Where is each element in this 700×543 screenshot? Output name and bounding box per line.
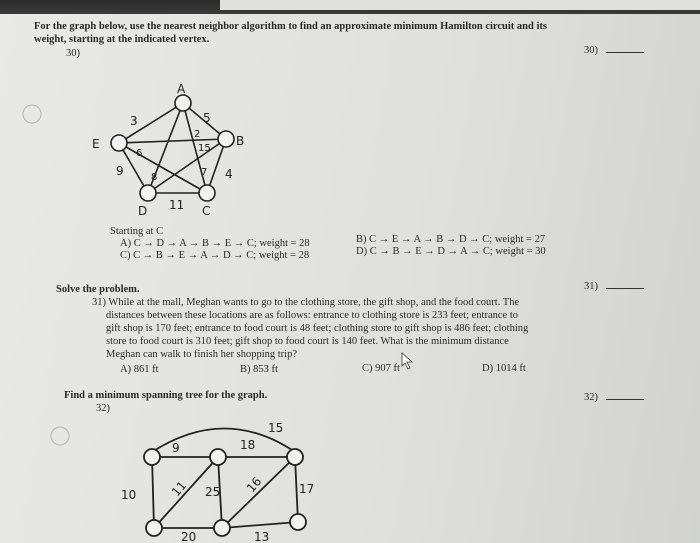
edge-E-A bbox=[119, 103, 183, 143]
weight-17: 17 bbox=[299, 482, 315, 496]
q32-heading: Find a minimum spanning tree for the graph. bbox=[64, 390, 268, 401]
weight-E-A: 3 bbox=[130, 114, 138, 128]
vertex bbox=[210, 449, 226, 465]
weight-A-B: 5 bbox=[203, 111, 211, 125]
edge-17 bbox=[295, 457, 298, 522]
q30-instruction-line1: For the graph below, use the nearest neighbor algorithm to find an approximate minimum Hamilton circuit and its bbox=[34, 21, 547, 32]
vertex bbox=[146, 520, 162, 536]
weight-E-C: 6 bbox=[136, 148, 143, 159]
q32-answer-slot[interactable] bbox=[584, 392, 644, 404]
vertex-B bbox=[218, 131, 234, 147]
vertex bbox=[144, 449, 160, 465]
vertex-label-C: C bbox=[202, 204, 211, 218]
q31-line: Meghan can walk to finish her shopping trip? bbox=[106, 349, 297, 360]
vertex bbox=[287, 449, 303, 465]
edge-16 bbox=[222, 457, 295, 528]
q32-number: 32) bbox=[96, 403, 110, 414]
q31-line: store to food court is 310 feet; gift shop to food court is 140 feet. What is the minimum distance bbox=[106, 336, 509, 347]
weight-A-C: 7 bbox=[201, 167, 208, 178]
q31-line: distances between these locations are as follows: entrance to clothing store is 233 feet; entrance to bbox=[106, 310, 518, 321]
q30-instruction-line2: weight, starting at the indicated vertex. bbox=[34, 34, 210, 45]
vertex-E bbox=[111, 135, 127, 151]
q31-answer-slot[interactable] bbox=[584, 281, 644, 293]
q31-line: gift shop is 170 feet; entrance to food court is 48 feet; clothing store to gift shop is 486 feet; clothing bbox=[106, 323, 529, 334]
q31-line: 31) While at the mall, Meghan wants to go to the clothing store, the gift shop, and the food court. The bbox=[92, 297, 520, 308]
edge-10 bbox=[152, 457, 154, 528]
vertex bbox=[290, 514, 306, 530]
answer-blank[interactable] bbox=[606, 288, 644, 289]
vertex-A bbox=[175, 95, 191, 111]
weight-18: 18 bbox=[240, 438, 256, 452]
pencil-circle-mark bbox=[51, 427, 69, 445]
vertex bbox=[214, 520, 230, 536]
q30-option-b[interactable]: B) C → E → A → B → D → C; weight = 27 bbox=[356, 234, 546, 245]
vertex-C bbox=[199, 185, 215, 201]
weight-11: 11 bbox=[168, 478, 190, 500]
weight-9: 9 bbox=[172, 441, 180, 455]
answer-blank[interactable] bbox=[606, 399, 644, 400]
q32-answer-number: 32) bbox=[584, 392, 598, 403]
q30-option-d[interactable]: D) C → B → E → D → A → C; weight = 30 bbox=[356, 246, 546, 257]
pencil-circle-mark bbox=[23, 105, 41, 123]
q30-start: Starting at C bbox=[110, 226, 164, 237]
q31-option-a[interactable]: A) 861 ft bbox=[120, 364, 159, 375]
weight-A-D: 8 bbox=[151, 172, 158, 183]
weight-15: 15 bbox=[268, 421, 284, 435]
q31-option-d[interactable]: D) 1014 ft bbox=[482, 363, 526, 374]
vertex-label-E: E bbox=[92, 137, 100, 151]
q30-option-c[interactable]: C) C → B → E → A → D → C; weight = 28 bbox=[120, 250, 310, 261]
weight-25: 25 bbox=[205, 485, 221, 499]
weight-13: 13 bbox=[254, 530, 270, 543]
weight-10: 10 bbox=[121, 488, 137, 502]
vertex-D bbox=[140, 185, 156, 201]
q31-option-b[interactable]: B) 853 ft bbox=[240, 364, 278, 375]
weight-B-C: 4 bbox=[225, 167, 233, 181]
weight-20: 20 bbox=[181, 530, 197, 543]
q31-answer-number: 31) bbox=[584, 281, 598, 292]
vertex-label-A: A bbox=[177, 82, 186, 96]
q30-number: 30) bbox=[66, 48, 80, 59]
weight-E-B: 2 bbox=[194, 129, 201, 140]
weight-E-D: 9 bbox=[116, 164, 124, 178]
edge-13 bbox=[222, 522, 298, 528]
weight-D-C: 11 bbox=[169, 198, 185, 212]
vertex-label-D: D bbox=[138, 204, 148, 218]
q30-option-a[interactable]: A) C → D → A → B → E → C; weight = 28 bbox=[120, 238, 310, 249]
q31-option-c[interactable]: C) 907 ft bbox=[362, 363, 400, 374]
weight-B-D: 15 bbox=[198, 143, 211, 154]
q30-answer-number: 30) bbox=[584, 45, 598, 56]
vertex-label-B: B bbox=[236, 134, 245, 148]
weight-16: 16 bbox=[243, 474, 265, 496]
edge-E-C bbox=[119, 143, 207, 193]
q31-heading: Solve the problem. bbox=[56, 284, 140, 295]
